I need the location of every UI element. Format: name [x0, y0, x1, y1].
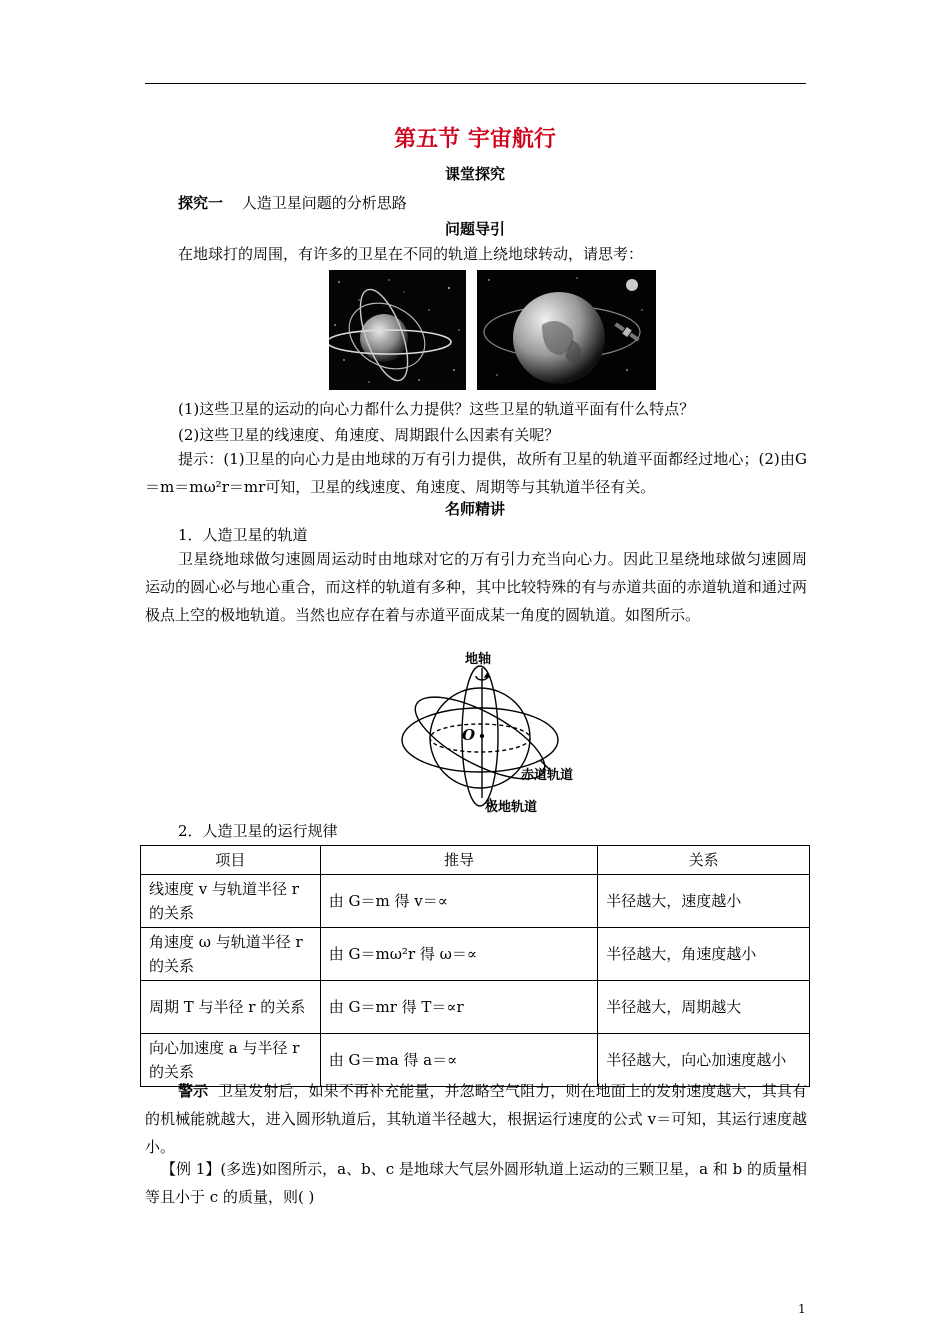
section-heading: 课堂探究: [444, 165, 505, 183]
table-header: 关系: [598, 846, 810, 875]
table-cell-item: 线速度 v 与轨道半径 r 的关系: [141, 875, 321, 928]
table-cell-item: 向心加速度 a 与半径 r 的关系: [141, 1034, 321, 1087]
table-header: 推导: [320, 846, 598, 875]
point1-title: 1．人造卫星的轨道: [178, 526, 308, 544]
table-cell-derivation: 由 G＝mr 得 T＝∝r: [320, 981, 598, 1034]
table-cell-item: 角速度 ω 与轨道半径 r 的关系: [141, 928, 321, 981]
polar-orbit-label: 极地轨道: [485, 800, 538, 815]
satellite-orbits-photo: [329, 270, 466, 390]
table-header: 项目: [141, 846, 321, 875]
question-1: (1)这些卫星的运动的向心力都什么力提供？这些卫星的轨道平面有什么特点？: [178, 400, 695, 418]
page-number: 1: [798, 1302, 806, 1316]
point2-title: 2．人造卫星的运行规律: [178, 822, 338, 840]
table-cell-derivation: 由 G＝ma 得 a＝∝: [320, 1034, 598, 1087]
table-cell-item: 周期 T 与半径 r 的关系: [141, 981, 321, 1034]
table-cell-relation: 半径越大，速度越小: [598, 875, 810, 928]
guide-heading: 问题导引: [444, 220, 505, 238]
table-row: [141, 981, 810, 1034]
inquiry-text: 人造卫星问题的分析思路: [241, 194, 407, 212]
satellite-rules-table: [140, 845, 810, 1087]
hint-text: 提示：(1)卫星的向心力是由地球的万有引力提供，故所有卫星的轨道平面都经过地心；(2)由G＝m＝mω²r＝mr可知，卫星的线速度、角速度、周期等与其轨道半径有关。: [145, 450, 807, 496]
table-cell-derivation: 由 G＝m 得 v＝∝: [320, 875, 598, 928]
example-text: 【例 1】(多选)如图所示，a、b、c 是地球大气层外圆形轨道上运动的三颗卫星，a 和 b 的质量相等且小于 c 的质量，则( ): [145, 1160, 807, 1206]
earth-satellite-photo: [477, 270, 656, 390]
point1-body: 卫星绕地球做匀速圆周运动时由地球对它的万有引力充当向心力。因此卫星绕地球做匀速圆周运动的圆心必与地心重合，而这样的轨道有多种，其中比较特殊的有与赤道共面的赤道轨道和通过两极点上空的极地轨道。当然也应存在着与赤道平面成某一角度的圆轨道。如图所示。: [145, 550, 807, 624]
center-label: O: [462, 726, 476, 744]
table-row: [141, 928, 810, 981]
table-row: [141, 875, 810, 928]
warning-label: 警示: [178, 1082, 209, 1100]
header-rule: [145, 83, 806, 84]
table-cell-relation: 半径越大，周期越大: [598, 981, 810, 1034]
table-cell-relation: 半径越大，向心加速度越小: [598, 1034, 810, 1087]
table-header-row: [141, 846, 810, 875]
question-2: (2)这些卫星的线速度、角速度、周期跟什么因素有关呢？: [178, 426, 560, 444]
equatorial-orbit-label: 赤道轨道: [521, 768, 574, 783]
master-heading: 名师精讲: [444, 500, 505, 518]
warning-paragraph: [145, 1077, 807, 1161]
axis-label: 地轴: [465, 652, 492, 667]
table-cell-derivation: 由 G＝mω²r 得 ω＝∝: [320, 928, 598, 981]
page-title: 第五节 宇宙航行: [394, 127, 556, 152]
inquiry-label: 探究一: [178, 194, 224, 212]
warning-text: 卫星发射后，如果不再补充能量，并忽略空气阻力，则在地面上的发射速度越大，其具有的机械能就越大，进入圆形轨道后，其轨道半径越大，根据运行速度的公式 v＝可知，其运行速度越小。: [145, 1082, 807, 1156]
intro-text: 在地球打的周围，有许多的卫星在不同的轨道上绕地球转动，请思考：: [178, 245, 644, 263]
orbit-diagram: [395, 648, 595, 818]
inquiry-line: [178, 192, 407, 213]
table-cell-relation: 半径越大，角速度越小: [598, 928, 810, 981]
